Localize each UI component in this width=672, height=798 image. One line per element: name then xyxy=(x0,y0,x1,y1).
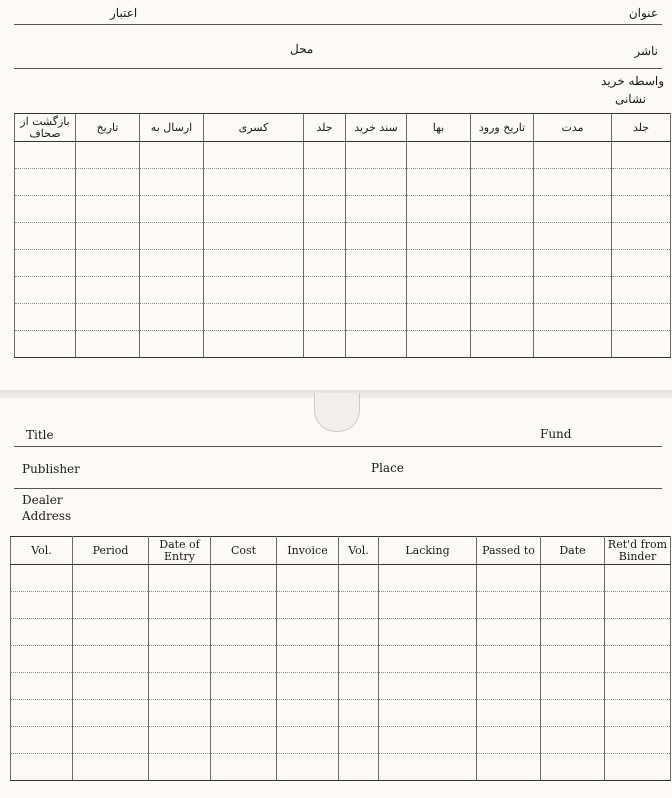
persian-col-vol: جلد xyxy=(612,114,671,142)
persian-col-date-of-entry: تاریخ ورود xyxy=(471,114,534,142)
persian-col-returned-from-binder: بازگشت از صحاف xyxy=(15,114,76,142)
english-publisher-label: Publisher xyxy=(22,462,80,476)
english-publisher-line xyxy=(14,488,662,489)
english-col-period: Period xyxy=(73,537,149,565)
table-row xyxy=(15,304,671,331)
english-fund-label: Fund xyxy=(540,427,572,441)
table-row xyxy=(11,619,671,646)
table-row xyxy=(15,223,671,250)
table-row xyxy=(11,754,671,781)
table-row xyxy=(11,673,671,700)
english-col-date-of-entry: Date of Entry xyxy=(149,537,211,565)
table-row xyxy=(11,565,671,592)
persian-fund-label: اعتبار xyxy=(110,6,138,20)
table-row xyxy=(15,142,671,169)
persian-publisher-label: ناشر xyxy=(634,44,658,58)
table-row xyxy=(15,331,671,358)
persian-col-invoice: سند خرید xyxy=(346,114,407,142)
table-row xyxy=(15,169,671,196)
english-col-cost: Cost xyxy=(211,537,277,565)
table-row xyxy=(15,196,671,223)
english-col-returned-from-binder: Ret'd from Binder xyxy=(605,537,671,565)
persian-title-label: عنوان xyxy=(628,6,658,20)
persian-record-table xyxy=(14,113,671,358)
english-col-vol: Vol. xyxy=(11,537,73,565)
english-title-label: Title xyxy=(26,428,54,442)
persian-col-period: مدت xyxy=(534,114,612,142)
table-row xyxy=(15,250,671,277)
persian-col-vol-2: جلد xyxy=(304,114,346,142)
english-col-vol-2: Vol. xyxy=(339,537,379,565)
english-col-invoice: Invoice xyxy=(277,537,339,565)
table-row xyxy=(15,277,671,304)
persian-title-line xyxy=(14,24,662,25)
table-row xyxy=(11,592,671,619)
table-row xyxy=(11,727,671,754)
english-col-passed-to: Passed to xyxy=(477,537,541,565)
persian-col-passed-to: ارسال به xyxy=(140,114,204,142)
english-record-table xyxy=(10,536,671,781)
persian-address-label: نشانی xyxy=(614,92,646,106)
english-address-label: Address xyxy=(22,509,72,523)
persian-col-date: تاریخ xyxy=(76,114,140,142)
persian-dealer-label: واسطه خرید xyxy=(601,74,664,88)
english-title-line xyxy=(14,446,662,447)
english-dealer-label: Dealer xyxy=(22,493,63,507)
persian-col-lacking: کسری xyxy=(204,114,304,142)
english-col-lacking: Lacking xyxy=(379,537,477,565)
persian-place-label: محل xyxy=(290,42,314,56)
persian-publisher-line xyxy=(14,68,662,69)
table-row xyxy=(11,700,671,727)
english-place-label: Place xyxy=(371,461,404,475)
english-col-date: Date xyxy=(541,537,605,565)
table-row xyxy=(11,646,671,673)
persian-col-cost: بها xyxy=(407,114,471,142)
